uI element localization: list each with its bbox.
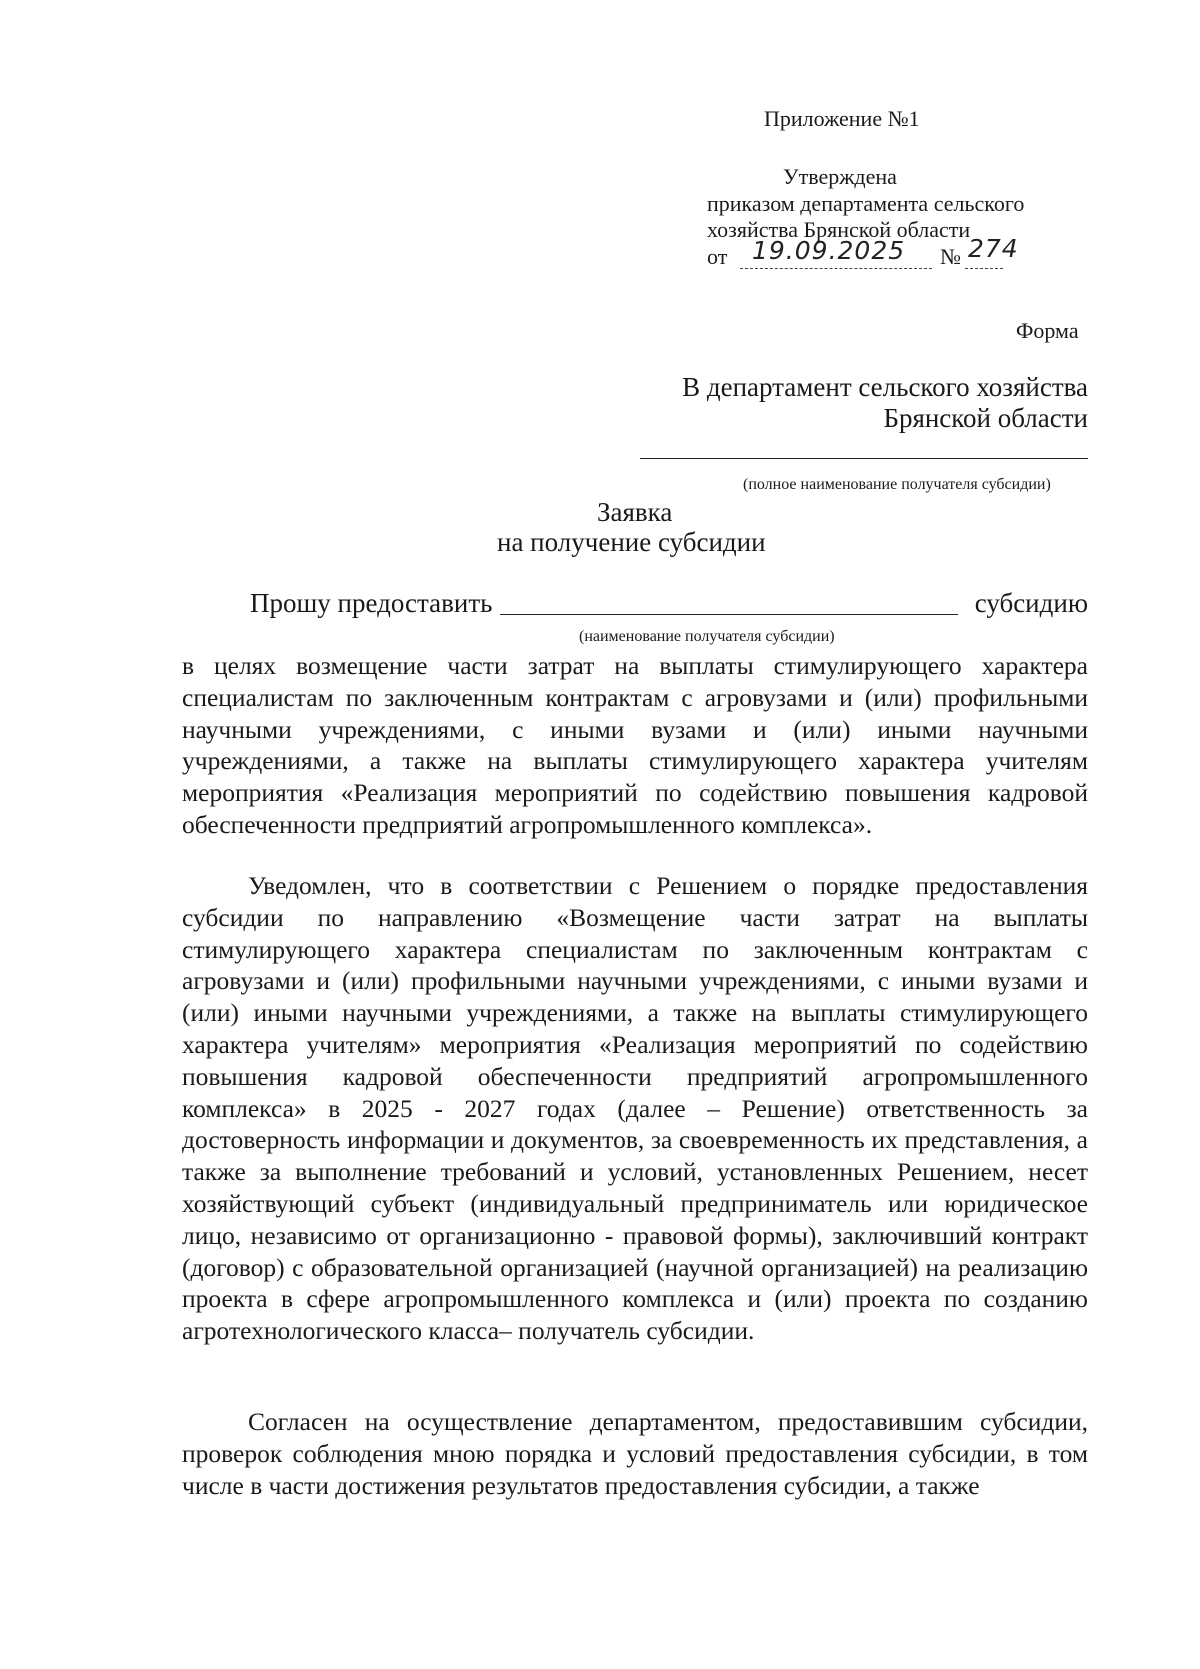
number-prefix: №	[940, 244, 961, 269]
consent-paragraph: Согласен на осуществление департаментом, предоставившим субсидии, проверок соблюдения мною порядка и условий предоставления субсидии, в том числе в части достижения результатов предоставления субсидии, а также	[182, 1407, 1088, 1500]
applicant-name-line[interactable]	[500, 614, 958, 615]
title-line-2: на получение субсидии	[497, 527, 766, 557]
recipient-caption: (полное наименование получателя субсидии)	[743, 476, 1051, 493]
order-line-2: хозяйства Брянской области	[707, 217, 971, 242]
approved-label: Утверждена	[783, 164, 897, 189]
notice-paragraph: Уведомлен, что в соответствии с Решением о порядке предоставления субсидии по направлению «Возмещение части затрат на выплаты стимулирующего характера специалистам по заключенным контрактам с агровузами и (или) профильными научными учреждениями, с иными вузами и (или) иными научными учреждениями, а также на выплаты стимулирующего характера учителям» мероприятия «Реализация мероприятий по содействию повышения кадровой обеспеченности предприятий агропромышленного комплекса» в 2025 - 2027 годах (далее – Решение) ответственность за достоверность информации и документов, за своевременность их представления, а также за выполнение требований и условий, установленных Решением, несет хозяйствующий субъект (индивидуальный предприниматель или юридическое лицо, независимо от организационно - правовой формы), заключивший контракт (договор) с образовательной организацией (научной организацией) на реализацию проекта в сфере агропромышленного комплекса и (или) проекта по созданию агротехнологического класса– получатель субсидии.	[182, 871, 1088, 1346]
title-line-1: Заявка	[597, 497, 673, 527]
date-prefix: от	[707, 244, 728, 269]
date-underline	[740, 268, 932, 269]
appendix-label: Приложение №1	[764, 106, 920, 131]
addressee-line-2: Брянской области	[883, 403, 1088, 433]
order-line-1: приказом департамента сельского	[707, 191, 1025, 216]
addressee-line-1: В департамент сельского хозяйства	[682, 372, 1088, 402]
number-underline	[965, 268, 1003, 269]
form-label: Форма	[1016, 318, 1079, 343]
recipient-name-line[interactable]	[640, 458, 1088, 459]
request-start: Прошу предоставить	[250, 588, 493, 618]
applicant-caption: (наименование получателя субсидии)	[579, 628, 835, 645]
request-end: субсидию	[974, 588, 1088, 618]
handwritten-number: 274	[968, 234, 1019, 263]
handwritten-date: 19.09.2025	[752, 236, 906, 265]
request-purpose-text: в целях возмещение части затрат на выплаты стимулирующего характера специалистам по заключенным контрактам с агровузами и (или) профильными научными учреждениями, с иными вузами и (или) иными научными учреждениями, а также на выплаты стимулирующего характера учителям мероприятия «Реализация мероприятий по содействию повышения кадровой обеспеченности предприятий агропромышленного комплекса».	[182, 651, 1088, 839]
